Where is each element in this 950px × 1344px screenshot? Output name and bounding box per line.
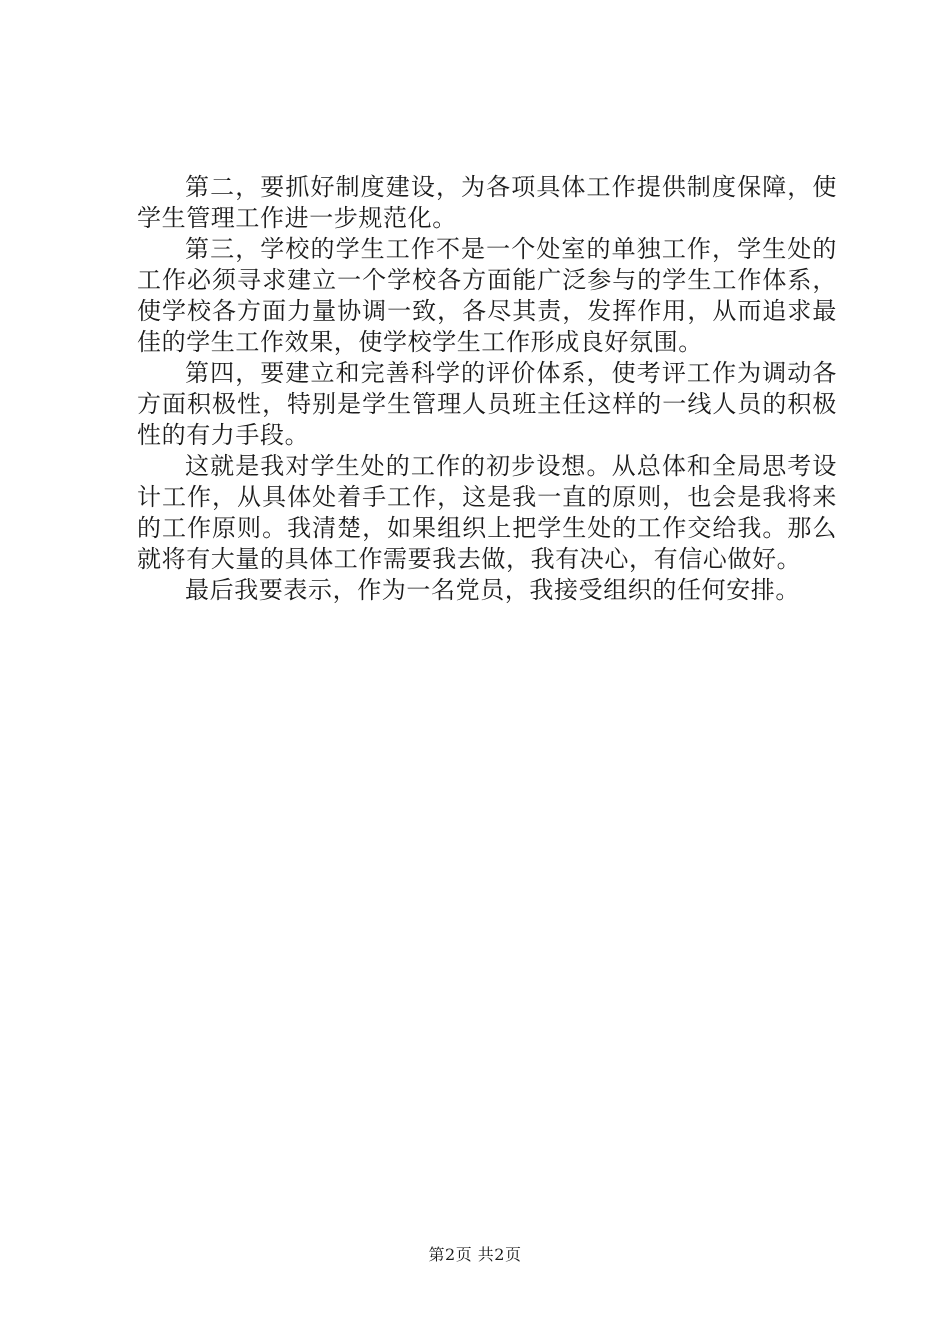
document-body: [137, 172, 837, 606]
paragraph-closing: 最后我要表示，作为一名党员，我接受组织的任何安排。: [185, 576, 800, 604]
page-number-footer: 第2页 共2页: [428, 1245, 522, 1264]
paragraph-point-two: 第二，要抓好制度建设，为各项具体工作提供制度保障，使学生管理工作进一步规范化。: [137, 173, 837, 232]
paragraph-point-four: 第四，要建立和完善科学的评价体系，使考评工作为调动各方面积极性，特别是学生管理人员班主任这样的一线人员的积极性的有力手段。: [137, 359, 837, 449]
paragraph-point-three: 第三，学校的学生工作不是一个处室的单独工作，学生处的工作必须寻求建立一个学校各方面能广泛参与的学生工作体系，使学校各方面力量协调一致，各尽其责，发挥作用，从而追求最佳的学生工作效果，使学校学生工作形成良好氛围。: [137, 235, 837, 356]
paragraph-summary: 这就是我对学生处的工作的初步设想。从总体和全局思考设计工作，从具体处着手工作，这是我一直的原则，也会是我将来的工作原则。我清楚，如果组织上把学生处的工作交给我。那么就将有大量的具体工作需要我去做，我有决心，有信心做好。: [137, 452, 837, 573]
